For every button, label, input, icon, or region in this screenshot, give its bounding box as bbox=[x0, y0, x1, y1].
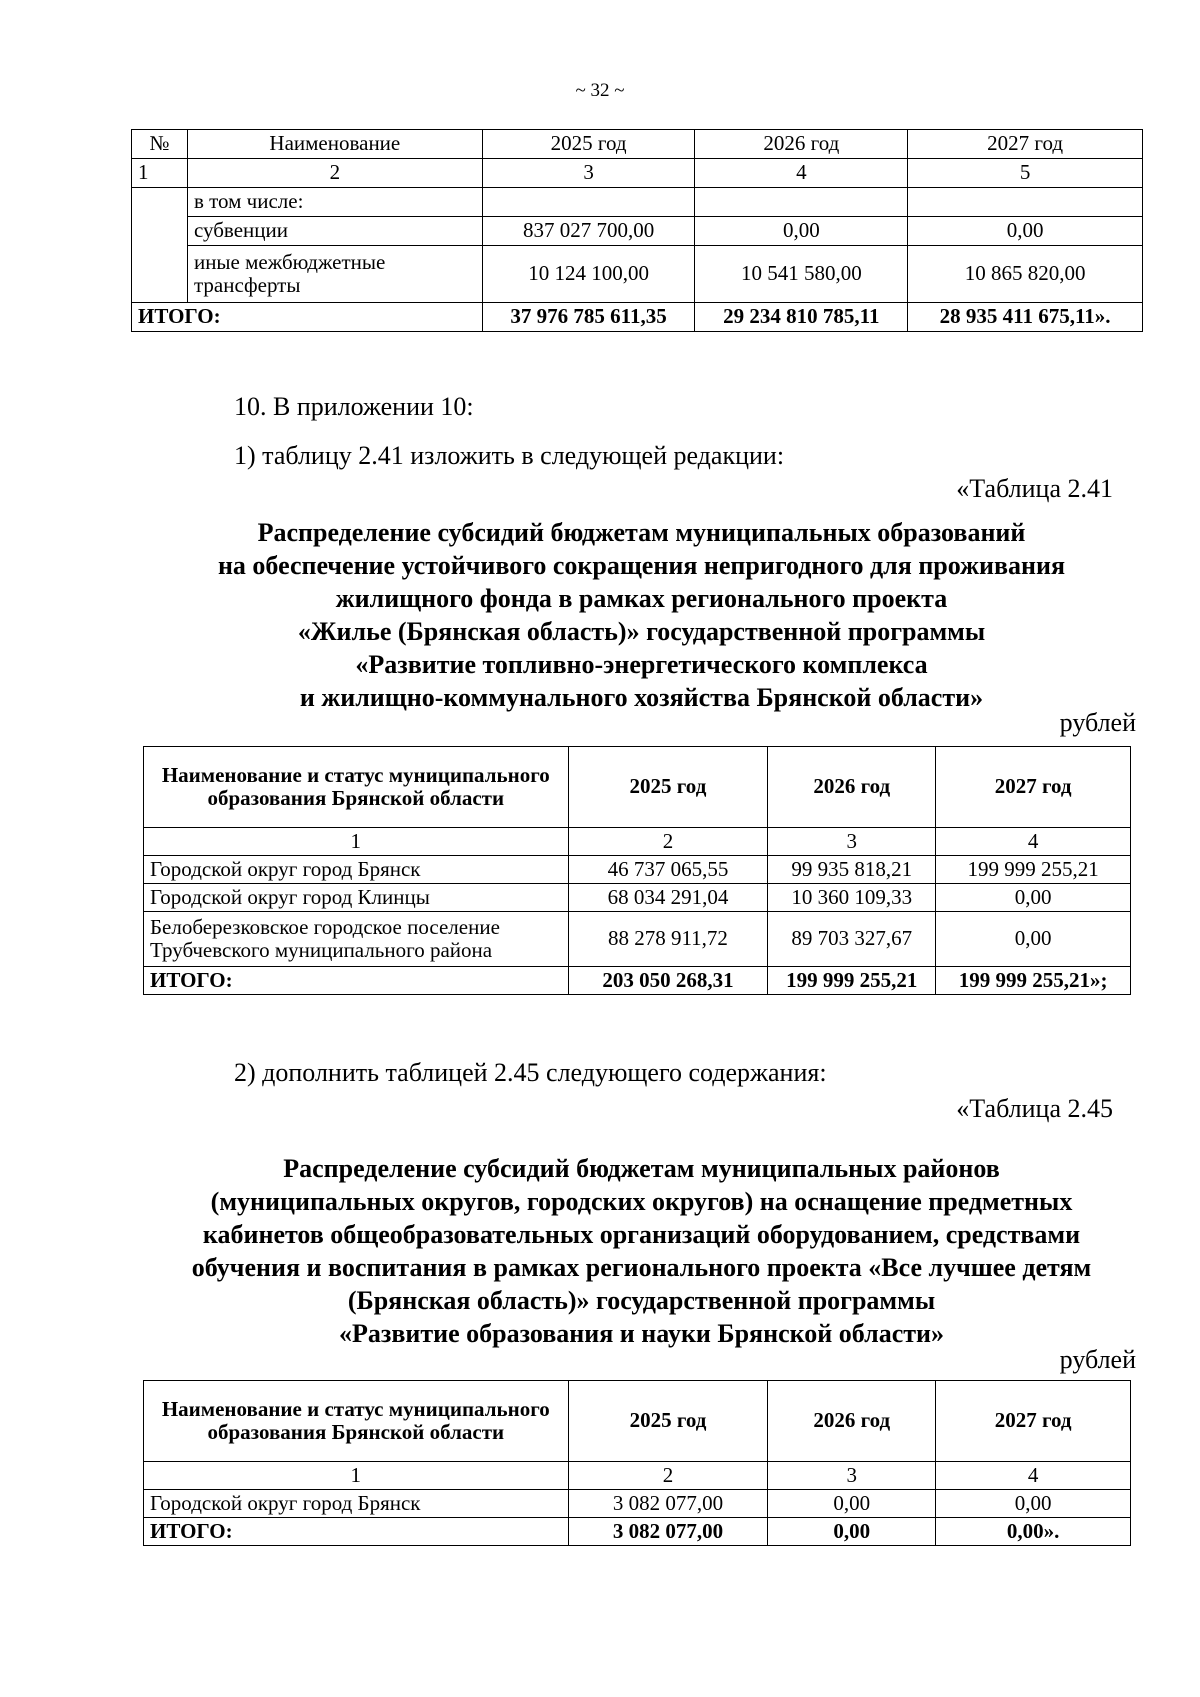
header-2026: 2026 год bbox=[768, 747, 936, 828]
row-name: Белоберезковское городское поселение Трубчевского муниципального района bbox=[144, 912, 569, 967]
index-cell: 1 bbox=[144, 1462, 569, 1490]
row-value-2025: 3 082 077,00 bbox=[568, 1490, 768, 1518]
total-2027: 0,00». bbox=[936, 1518, 1131, 1546]
total-2025: 203 050 268,31 bbox=[568, 967, 768, 995]
row-value-2027: 0,00 bbox=[908, 217, 1143, 246]
table-241 bbox=[143, 746, 1131, 995]
table-row bbox=[144, 912, 1131, 967]
header-2025: 2025 год bbox=[568, 1381, 768, 1462]
heading-line: «Жилье (Брянская область)» государственной программы bbox=[297, 617, 986, 646]
table-index-row bbox=[132, 159, 1143, 188]
row-name: Городской округ город Брянск bbox=[144, 1490, 569, 1518]
page-number: ~ 32 ~ bbox=[575, 80, 625, 101]
header-2026: 2026 год bbox=[768, 1381, 936, 1462]
row-value-2027: 0,00 bbox=[936, 912, 1131, 967]
row-name: иные межбюджетные трансферты bbox=[187, 246, 482, 303]
row-name: субвенции bbox=[187, 217, 482, 246]
row-value-2026: 99 935 818,21 bbox=[768, 856, 936, 884]
budget-continuation-table bbox=[131, 129, 1143, 332]
table-row bbox=[144, 856, 1131, 884]
header-2027: 2027 год bbox=[936, 747, 1131, 828]
table-header-row bbox=[132, 130, 1143, 159]
row-value-2027: 0,00 bbox=[936, 884, 1131, 912]
total-2026: 0,00 bbox=[768, 1518, 936, 1546]
table-total-row bbox=[144, 967, 1131, 995]
table-row bbox=[144, 1490, 1131, 1518]
row-value-2025: 837 027 700,00 bbox=[482, 217, 695, 246]
total-2025: 37 976 785 611,35 bbox=[482, 303, 695, 332]
heading-line: (Брянская область)» государственной программы bbox=[347, 1286, 936, 1315]
heading-line: «Развитие образования и науки Брянской области» bbox=[338, 1319, 944, 1348]
table-row bbox=[144, 884, 1131, 912]
index-cell: 2 bbox=[568, 1462, 768, 1490]
paragraph-2: 2) дополнить таблицей 2.45 следующего содержания: bbox=[234, 1058, 827, 1087]
row-value-2025: 46 737 065,55 bbox=[568, 856, 768, 884]
row-value-2027 bbox=[908, 188, 1143, 217]
index-cell: 4 bbox=[695, 159, 908, 188]
paragraph-10: 10. В приложении 10: bbox=[234, 392, 474, 421]
heading-line: жилищного фонда в рамках регионального проекта bbox=[335, 584, 948, 613]
heading-line: и жилищно-коммунального хозяйства Брянской области» bbox=[299, 683, 984, 712]
table-header-row bbox=[144, 747, 1131, 828]
table-total-row bbox=[132, 303, 1143, 332]
row-value-2025 bbox=[482, 188, 695, 217]
row-value-2027: 199 999 255,21 bbox=[936, 856, 1131, 884]
row-value-2025: 10 124 100,00 bbox=[482, 246, 695, 303]
heading-line: Распределение субсидий бюджетам муниципальных образований bbox=[257, 518, 1026, 547]
header-2026: 2026 год bbox=[695, 130, 908, 159]
row-name: в том числе: bbox=[187, 188, 482, 217]
row-value-2026: 0,00 bbox=[695, 217, 908, 246]
index-cell: 3 bbox=[768, 1462, 936, 1490]
total-2027: 199 999 255,21»; bbox=[936, 967, 1131, 995]
total-label: ИТОГО: bbox=[132, 303, 483, 332]
table-header-row bbox=[144, 1381, 1131, 1462]
table-row bbox=[132, 188, 1143, 217]
row-name: Городской округ город Клинцы bbox=[144, 884, 569, 912]
total-2027: 28 935 411 675,11». bbox=[908, 303, 1143, 332]
header-2025: 2025 год bbox=[482, 130, 695, 159]
table-row bbox=[132, 246, 1143, 303]
header-name: Наименование и статус муниципального образования Брянской области bbox=[144, 747, 569, 828]
header-2025: 2025 год bbox=[568, 747, 768, 828]
index-cell: 3 bbox=[768, 828, 936, 856]
total-2025: 3 082 077,00 bbox=[568, 1518, 768, 1546]
row-value-2026: 10 360 109,33 bbox=[768, 884, 936, 912]
table-241-reference: «Таблица 2.41 bbox=[956, 474, 1113, 503]
table-245-reference: «Таблица 2.45 bbox=[956, 1094, 1113, 1123]
header-name: Наименование и статус муниципального образования Брянской области bbox=[144, 1381, 569, 1462]
heading-line: на обеспечение устойчивого сокращения непригодного для проживания bbox=[217, 551, 1066, 580]
index-cell: 1 bbox=[132, 159, 188, 188]
unit-label: рублей bbox=[1059, 708, 1136, 737]
header-number: № bbox=[132, 130, 188, 159]
empty-number-cell bbox=[132, 188, 188, 303]
header-2027: 2027 год bbox=[908, 130, 1143, 159]
heading-table-241 bbox=[0, 516, 1200, 714]
paragraph-1: 1) таблицу 2.41 изложить в следующей редакции: bbox=[234, 441, 785, 470]
index-cell: 2 bbox=[187, 159, 482, 188]
header-name: Наименование bbox=[187, 130, 482, 159]
row-value-2026: 10 541 580,00 bbox=[695, 246, 908, 303]
row-value-2027: 10 865 820,00 bbox=[908, 246, 1143, 303]
heading-line: (муниципальных округов, городских округов) на оснащение предметных bbox=[210, 1187, 1073, 1216]
total-label: ИТОГО: bbox=[144, 1518, 569, 1546]
index-cell: 5 bbox=[908, 159, 1143, 188]
header-2027: 2027 год bbox=[936, 1381, 1131, 1462]
index-cell: 4 bbox=[936, 828, 1131, 856]
total-2026: 29 234 810 785,11 bbox=[695, 303, 908, 332]
heading-line: кабинетов общеобразовательных организаций оборудованием, средствами bbox=[202, 1220, 1081, 1249]
row-name: Городской округ город Брянск bbox=[144, 856, 569, 884]
table-245 bbox=[143, 1380, 1131, 1546]
heading-line: обучения и воспитания в рамках регионального проекта «Все лучшее детям bbox=[191, 1253, 1092, 1282]
row-value-2027: 0,00 bbox=[936, 1490, 1131, 1518]
table-total-row bbox=[144, 1518, 1131, 1546]
heading-line: «Развитие топливно-энергетического комплекса bbox=[355, 650, 928, 679]
unit-label: рублей bbox=[1059, 1345, 1136, 1374]
heading-table-245 bbox=[0, 1152, 1200, 1350]
index-cell: 4 bbox=[936, 1462, 1131, 1490]
index-cell: 1 bbox=[144, 828, 569, 856]
row-value-2026: 0,00 bbox=[768, 1490, 936, 1518]
table-index-row bbox=[144, 828, 1131, 856]
index-cell: 2 bbox=[568, 828, 768, 856]
index-cell: 3 bbox=[482, 159, 695, 188]
row-value-2025: 68 034 291,04 bbox=[568, 884, 768, 912]
table-row bbox=[132, 217, 1143, 246]
row-value-2026: 89 703 327,67 bbox=[768, 912, 936, 967]
row-value-2025: 88 278 911,72 bbox=[568, 912, 768, 967]
total-label: ИТОГО: bbox=[144, 967, 569, 995]
row-value-2026 bbox=[695, 188, 908, 217]
heading-line: Распределение субсидий бюджетам муниципальных районов bbox=[283, 1154, 1000, 1183]
total-2026: 199 999 255,21 bbox=[768, 967, 936, 995]
table-index-row bbox=[144, 1462, 1131, 1490]
